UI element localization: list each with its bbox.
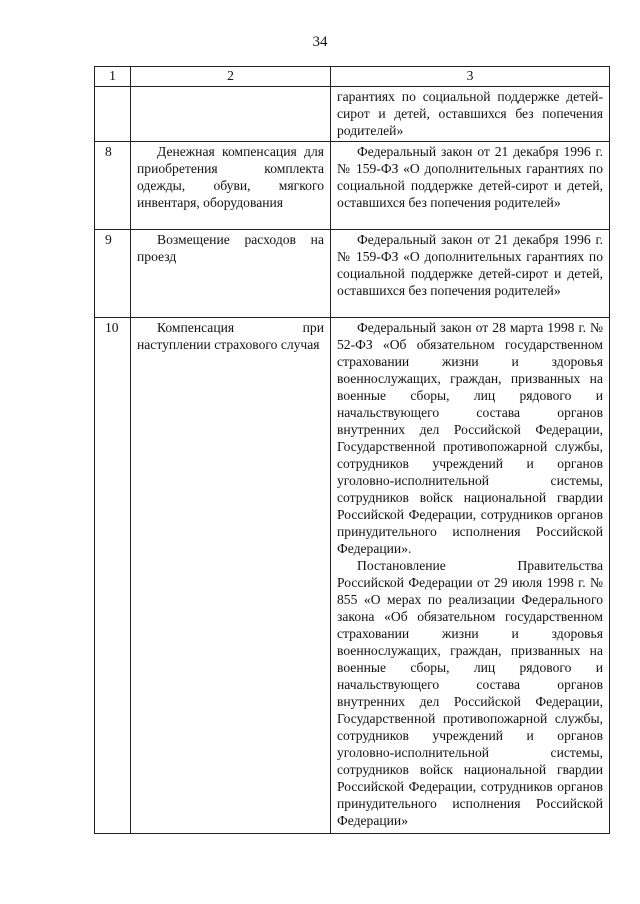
benefit-name: Денежная компенсация для приобретения комплекта одежды, обуви, мягкого инвентаря, оборудования xyxy=(131,142,331,230)
legal-basis xyxy=(331,318,610,834)
benefits-table xyxy=(94,66,610,834)
row-number xyxy=(95,87,131,142)
table-row xyxy=(95,142,610,230)
table-header-row xyxy=(95,67,610,87)
legal-basis-paragraph: Федеральный закон от 21 декабря 1996 г. № 159-ФЗ «О дополнительных гарантиях по социальной поддержке детей-сирот и детей, оставшихся без попечения родителей» xyxy=(337,144,603,210)
page-number: 34 xyxy=(312,34,328,50)
row-number: 8 xyxy=(95,142,131,230)
column-header-1: 1 xyxy=(95,67,131,87)
legal-basis-paragraph: Постановление Правительства Российской Федерации от 29 июля 1998 г. № 855 «О мерах по реализации Федерального закона «Об обязательном государственном страховании жизни и здоровья военнослужащих, граждан, призванных на военные сборы, лиц рядового и начальствующего состава органов внутренних дел Российской Федерации, Государственной противопожарной службы, сотрудников учреждений и органов уголовно-исполнительной системы, сотрудников войск национальной гвардии Российской Федерации, сотрудников органов принудительного исполнения Российской Федерации» xyxy=(337,558,603,828)
table-row xyxy=(95,230,610,318)
benefit-name xyxy=(131,87,331,142)
column-header-2: 2 xyxy=(131,67,331,87)
row-number: 10 xyxy=(95,318,131,834)
legal-basis-paragraph: гарантиях по социальной поддержке детей-сирот и детей, оставшихся без попечения родителей» xyxy=(337,89,603,138)
benefit-name: Возмещение расходов на проезд xyxy=(131,230,331,318)
row-number: 9 xyxy=(95,230,131,318)
table-row xyxy=(95,87,610,142)
legal-basis xyxy=(331,142,610,230)
benefit-name: Компенсация при наступлении страхового случая xyxy=(131,318,331,834)
legal-basis xyxy=(331,230,610,318)
column-header-3: 3 xyxy=(331,67,610,87)
legal-basis xyxy=(331,87,610,142)
legal-basis-paragraph: Федеральный закон от 21 декабря 1996 г. № 159-ФЗ «О дополнительных гарантиях по социальной поддержке детей-сирот и детей, оставшихся без попечения родителей» xyxy=(337,232,603,298)
legal-basis-paragraph: Федеральный закон от 28 марта 1998 г. № 52-ФЗ «Об обязательном государственном страховании жизни и здоровья военнослужащих, граждан, призванных на военные сборы, лиц рядового и начальствующего состава органов внутренних дел Российской Федерации, Государственной противопожарной службы, сотрудников учреждений и органов уголовно-исполнительной системы, сотрудников войск национальной гвардии Российской Федерации, сотрудников органов принудительного исполнения Российской Федерации». xyxy=(337,320,603,556)
table-row xyxy=(95,318,610,834)
